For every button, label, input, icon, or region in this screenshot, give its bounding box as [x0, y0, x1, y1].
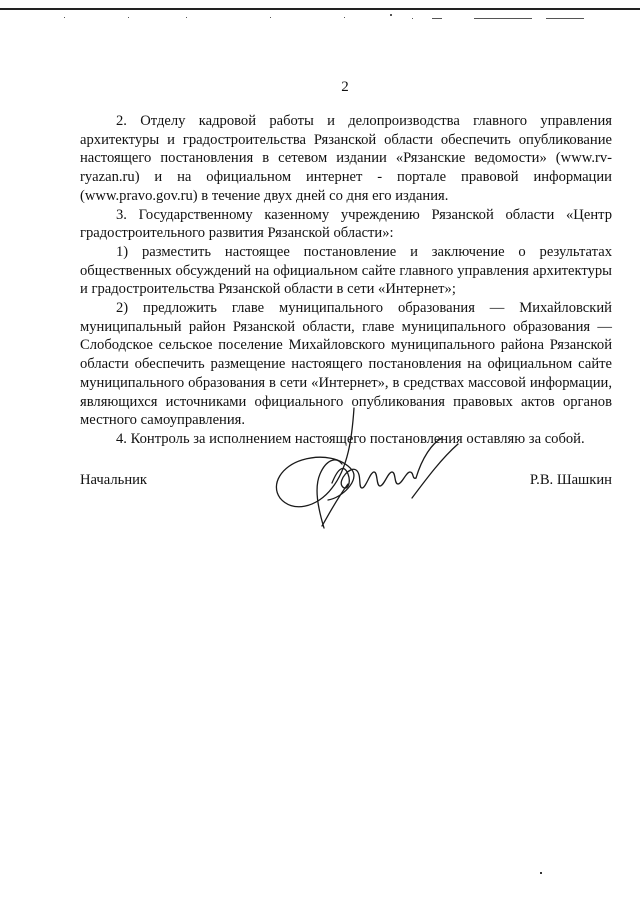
- signatory-title: Начальник: [80, 472, 148, 488]
- paragraph-item-2: 2. Отделу кадровой работы и делопроизводства главного управления архитектуры и градостроительства Рязанской области обеспечить опубликование настоящего постановления в сетевом издании «Рязанские ведомости» (www.rv-ryazan.ru) и на официальном интернет - портале правовой информации (www.pravo.gov.ru) в течение двух дней со дня его издания.: [80, 113, 612, 204]
- paragraph-subitem-1: 1) разместить настоящее постановление и заключение о результатах общественных обсуждений на официальном сайте главного управления архитектуры и градостроительства Рязанской области в сети «Интернет»;: [80, 243, 612, 298]
- page-number: 2: [341, 79, 349, 95]
- paragraph-subitem-2: 2) предложить главе муниципального образования — Михайловский муниципальный район Рязанской области, главе муниципального образования — Слободское сельское поселение Михайловского муниципального района Рязанской области обеспечить размещение настоящего постановления на официальном сайте муниципального образования в сети «Интернет», в средствах массовой информации, являющихся источниками официального опубликования правовых актов органов местного самоуправления.: [80, 300, 612, 429]
- top-border-line: [0, 8, 640, 10]
- handwritten-signature: [262, 388, 472, 538]
- scan-artifacts: [0, 14, 640, 22]
- paragraph-item-3: 3. Государственному казенному учреждению Рязанской области «Центр градостроительного развития Рязанской области»:: [80, 206, 612, 242]
- paragraph-item-4: 4. Контроль за исполнением настоящего постановления оставляю за собой.: [116, 430, 585, 447]
- scan-speck: [540, 872, 542, 874]
- signatory-name: Р.В. Шашкин: [529, 472, 612, 488]
